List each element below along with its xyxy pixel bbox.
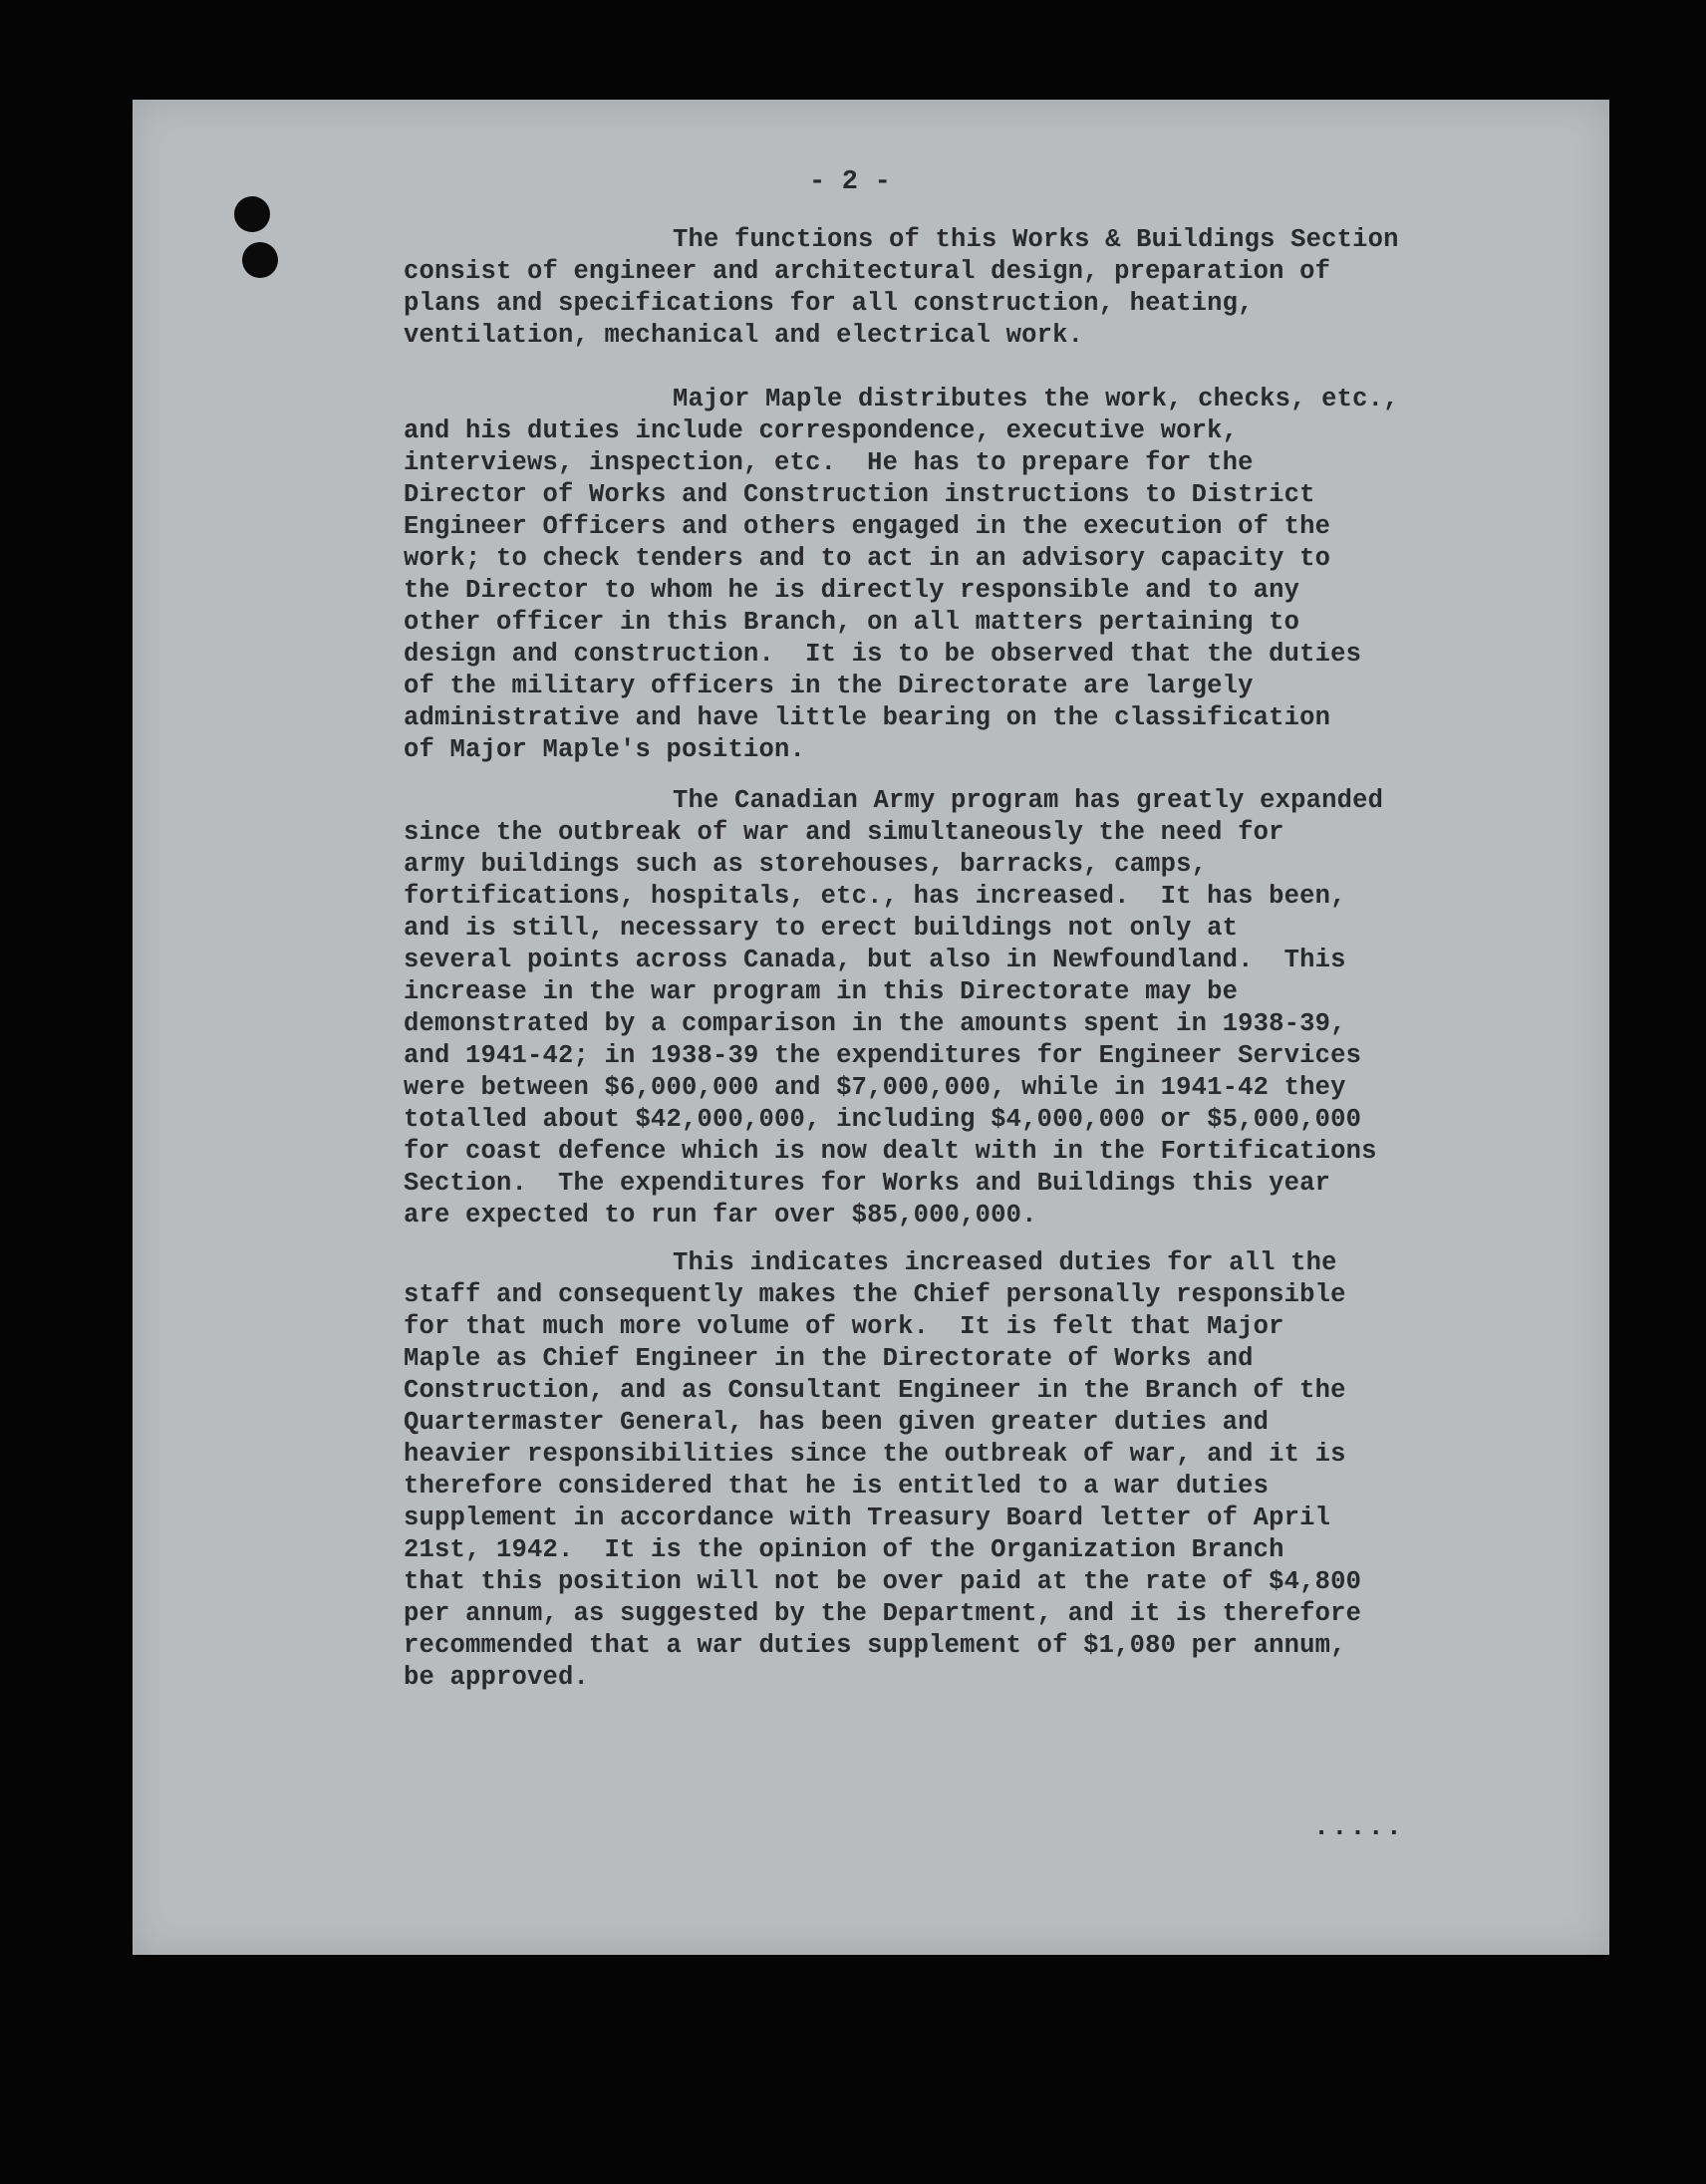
text-line: and is still, necessary to erect buildings not only at [404, 914, 1239, 943]
text-line: be approved. [404, 1663, 590, 1692]
text-line: recommended that a war duties supplement of $1,080 per annum, [404, 1631, 1346, 1660]
text-line: other officer in this Branch, on all matters pertaining to [404, 608, 1300, 637]
text-line: demonstrated by a comparison in the amounts spent in 1938-39, [404, 1009, 1346, 1038]
text-line: Director of Works and Construction instructions to District [404, 480, 1315, 509]
punch-hole [242, 242, 278, 278]
text-line: and 1941-42; in 1938-39 the expenditures for Engineer Services [404, 1041, 1362, 1070]
text-line: staff and consequently makes the Chief personally responsible [404, 1280, 1346, 1309]
text-line: army buildings such as storehouses, barracks, camps, [404, 850, 1208, 879]
paragraph-2 [404, 384, 1560, 766]
text-line: 21st, 1942. It is the opinion of the Organization Branch [404, 1535, 1284, 1564]
text-line: Major Maple distributes the work, checks, etc., [673, 385, 1399, 413]
text-line: Section. The expenditures for Works and Buildings this year [404, 1169, 1331, 1198]
paragraph-3 [404, 785, 1560, 1231]
text-line: for that much more volume of work. It is felt that Major [404, 1312, 1284, 1341]
text-line: Engineer Officers and others engaged in the execution of the [404, 512, 1331, 541]
text-line: This indicates increased duties for all the [673, 1248, 1337, 1277]
text-line: ventilation, mechanical and electrical work. [404, 321, 1084, 350]
text-line: are expected to run far over $85,000,000. [404, 1201, 1037, 1229]
text-line: fortifications, hospitals, etc., has increased. It has been, [404, 882, 1346, 911]
text-line: totalled about $42,000,000, including $4,000,000 or $5,000,000 [404, 1105, 1362, 1134]
text-line: administrative and have little bearing on the classification [404, 703, 1331, 732]
text-line: design and construction. It is to be observed that the duties [404, 640, 1362, 669]
punch-hole [234, 196, 270, 232]
text-line: of the military officers in the Directorate are largely [404, 672, 1254, 700]
text-line: consist of engineer and architectural design, preparation of [404, 257, 1331, 286]
text-line: several points across Canada, but also in Newfoundland. This [404, 946, 1346, 974]
text-line: since the outbreak of war and simultaneously the need for [404, 818, 1284, 847]
text-line: The functions of this Works & Buildings Section [673, 225, 1399, 254]
text-line: Construction, and as Consultant Engineer in the Branch of the [404, 1376, 1346, 1405]
text-line: Maple as Chief Engineer in the Directorate of Works and [404, 1344, 1254, 1373]
text-line: increase in the war program in this Directorate may be [404, 977, 1239, 1006]
continuation-mark: ..... [1313, 1813, 1405, 1843]
text-line: plans and specifications for all construction, heating, [404, 289, 1254, 318]
text-line: of Major Maple's position. [404, 735, 806, 764]
paragraph-4 [404, 1247, 1560, 1694]
text-line: heavier responsibilities since the outbreak of war, and it is [404, 1440, 1346, 1469]
text-line: for coast defence which is now dealt with in the Fortifications [404, 1137, 1377, 1166]
text-line: interviews, inspection, etc. He has to prepare for the [404, 448, 1254, 477]
text-line: Quartermaster General, has been given greater duties and [404, 1408, 1270, 1437]
page-number: - 2 - [809, 167, 892, 197]
text-line: that this position will not be over paid at the rate of $4,800 [404, 1567, 1362, 1596]
text-line: therefore considered that he is entitled to a war duties [404, 1472, 1270, 1501]
paragraph-1 [404, 224, 1560, 352]
text-line: and his duties include correspondence, executive work, [404, 416, 1239, 445]
text-line: were between $6,000,000 and $7,000,000, while in 1941-42 they [404, 1073, 1346, 1102]
text-line: The Canadian Army program has greatly expanded [673, 786, 1384, 815]
text-line: supplement in accordance with Treasury Board letter of April [404, 1503, 1331, 1532]
text-line: the Director to whom he is directly responsible and to any [404, 576, 1300, 605]
text-line: per annum, as suggested by the Department, and it is therefore [404, 1599, 1362, 1628]
text-line: work; to check tenders and to act in an advisory capacity to [404, 544, 1331, 573]
